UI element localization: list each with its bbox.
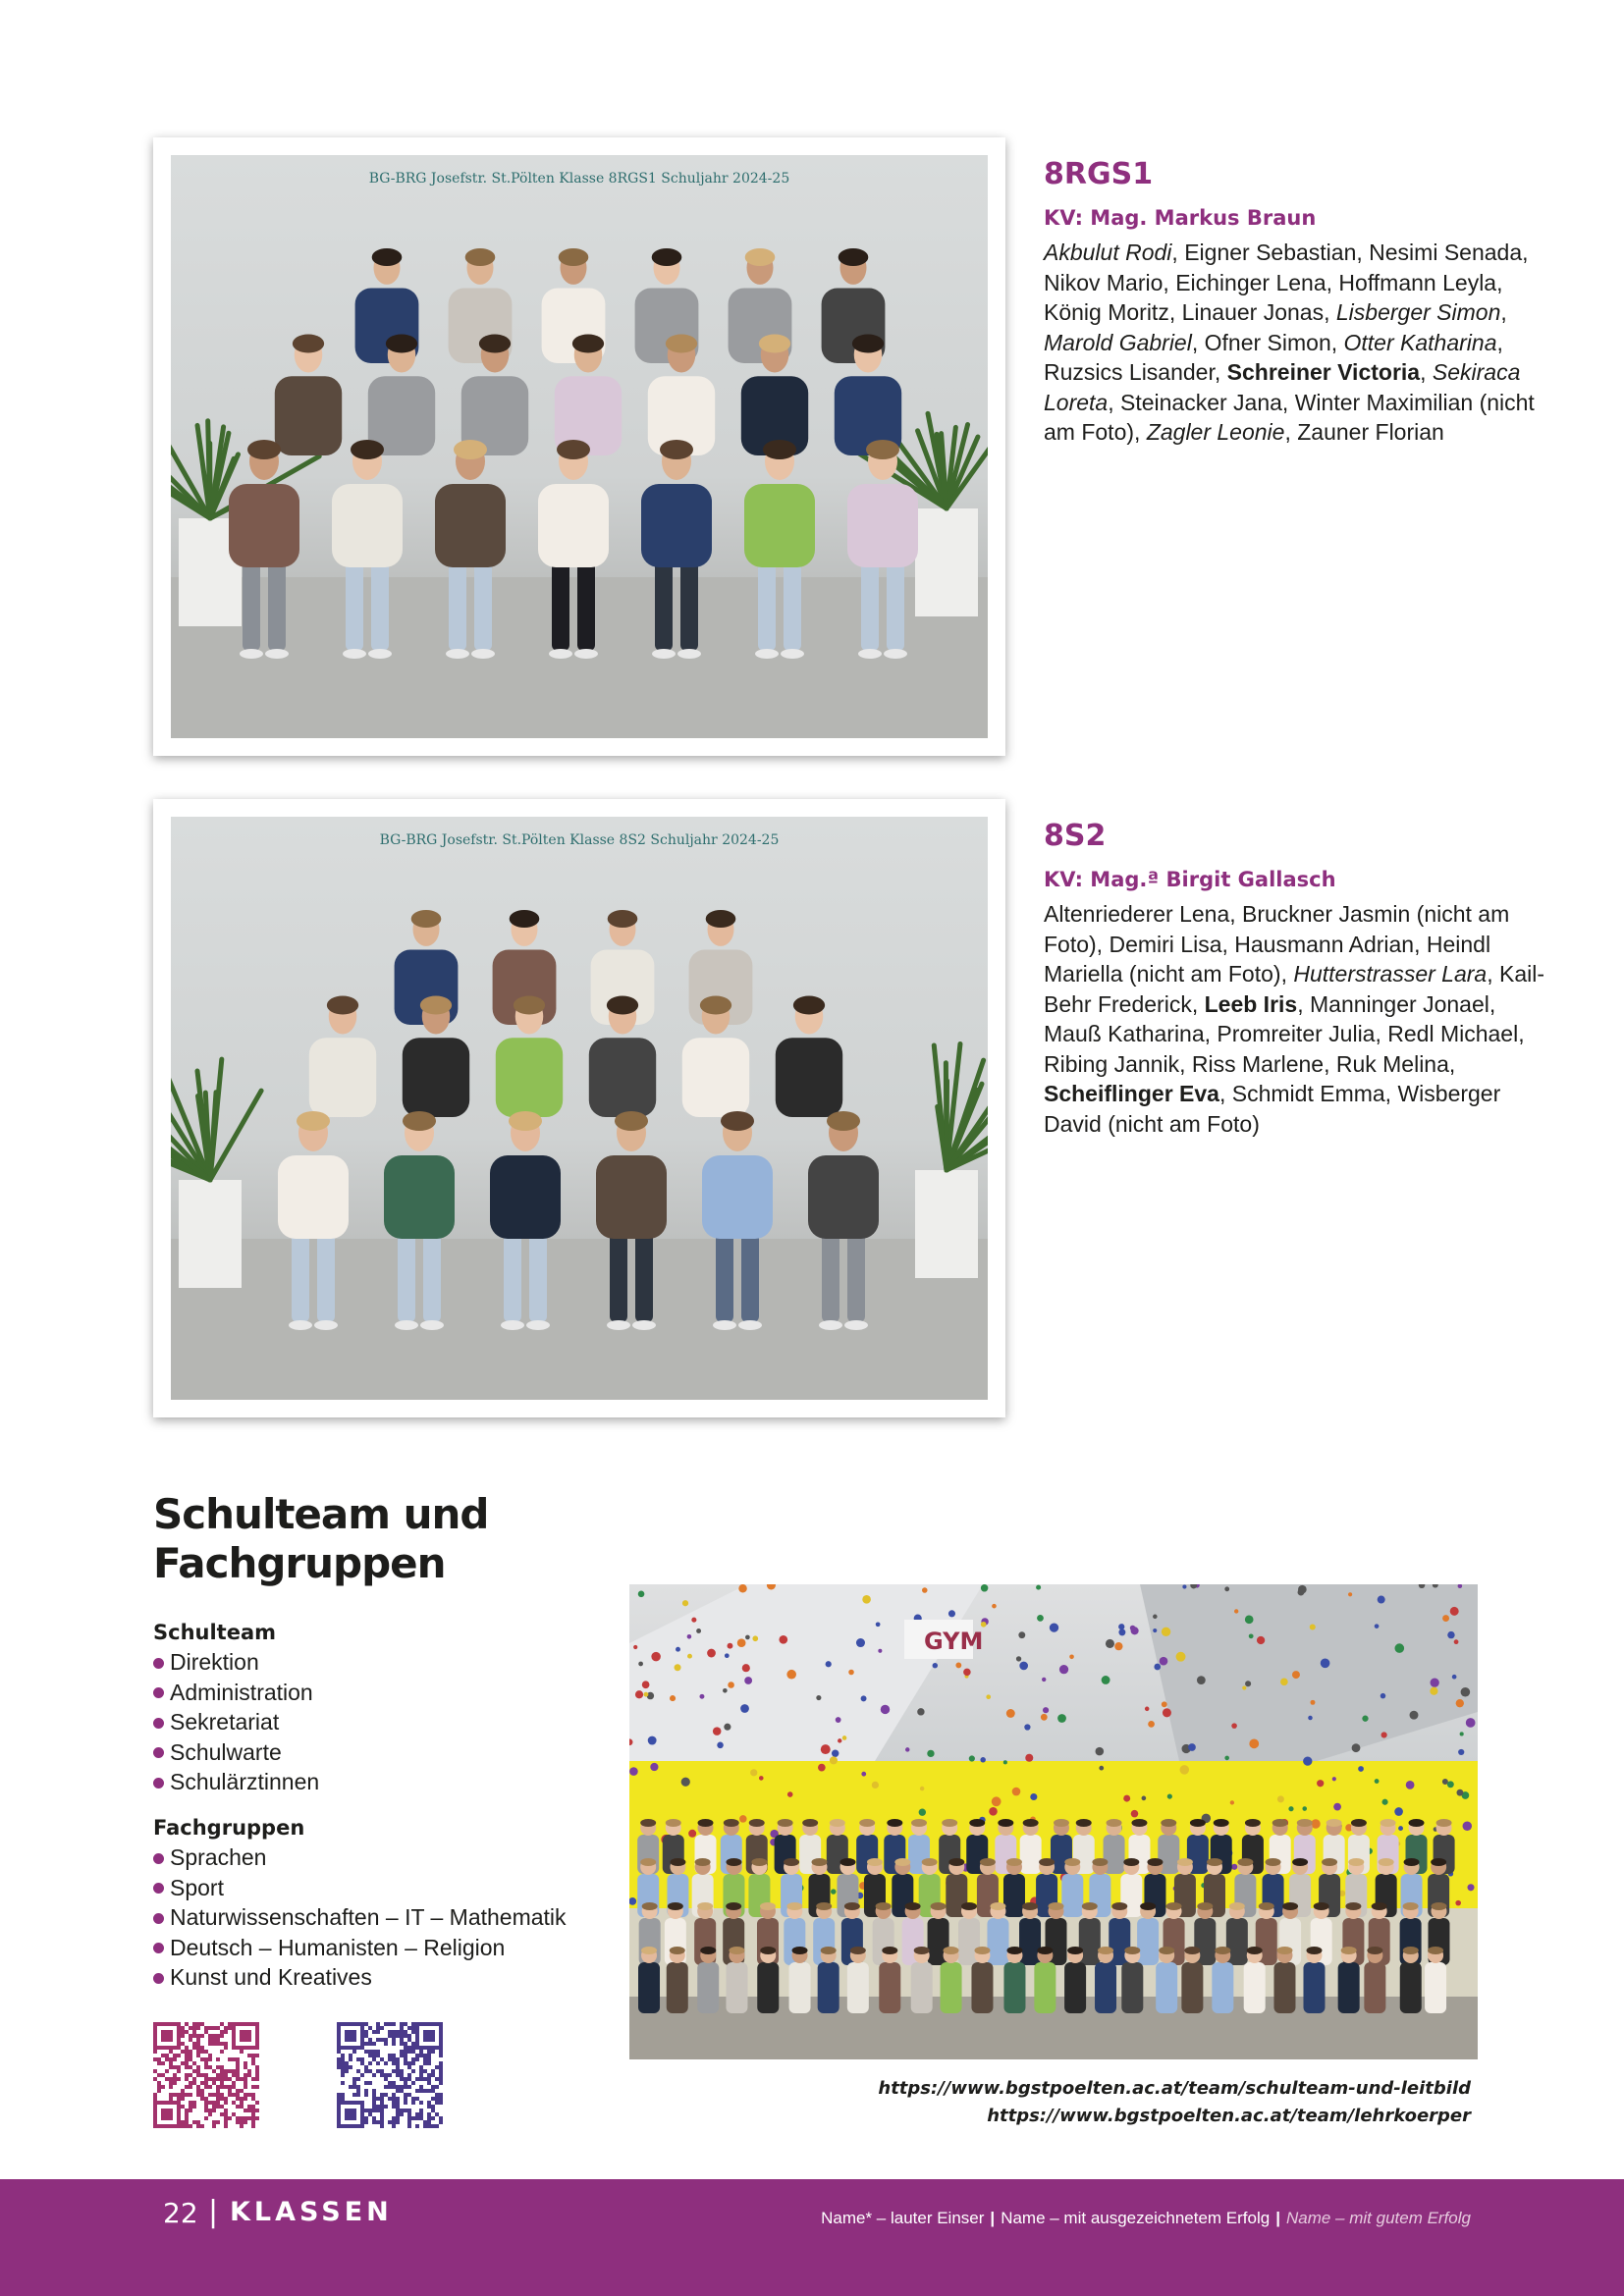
- grade-legend: [821, 2209, 1471, 2228]
- student-name-segment: , Schmidt Emma, Wisberger David (nicht am Foto): [1044, 1081, 1501, 1137]
- page-number: 22: [163, 2197, 198, 2229]
- list-item-label: Schulwarte: [170, 1738, 282, 1765]
- student-name-segment: Otter Katharina: [1343, 329, 1497, 355]
- bullet-icon: [153, 1883, 164, 1894]
- list-item: [153, 1737, 644, 1768]
- staff-group-photo: [629, 1584, 1478, 2059]
- link-list: [878, 2075, 1471, 2130]
- bullet-icon: [153, 1687, 164, 1698]
- link-lehrkoerper[interactable]: https://www.bgstpoelten.ac.at/team/lehrkoerper: [987, 2106, 1471, 2126]
- list-item-label: Sprachen: [170, 1844, 267, 1870]
- class-photo-8s2: [171, 817, 988, 1400]
- class-photo-8rgs1-people: [171, 155, 988, 738]
- bullet-icon: [153, 1778, 164, 1789]
- class-title: 8RGS1: [1044, 157, 1154, 191]
- list-item-label: Administration: [170, 1679, 313, 1705]
- student-name-segment: Zagler Leonie: [1146, 419, 1285, 445]
- legend-item: Name* – lauter Einser: [821, 2209, 985, 2227]
- student-name-segment: Altenriederer Lena, Bruckner Jasmin (nicht am Foto), Demiri Lisa, Hausmann Adrian, Heindl Mariella (nicht am Foto),: [1044, 901, 1510, 987]
- student-name-segment: , Kail-Behr Frederick,: [1044, 961, 1545, 1017]
- bullet-icon: [153, 1973, 164, 1984]
- staff-group-photo-scene: [629, 1584, 1478, 2059]
- list-item: [153, 1873, 644, 1903]
- class-teacher: KV: Mag.ª Birgit Gallasch: [1044, 868, 1336, 891]
- link-schulteam[interactable]: https://www.bgstpoelten.ac.at/team/schulteam-und-leitbild: [878, 2078, 1471, 2099]
- legend-item: Name – mit gutem Erfolg: [1285, 2209, 1471, 2227]
- bullet-icon: [153, 1658, 164, 1669]
- student-list: [1044, 238, 1554, 448]
- class-photo-8rgs1-frame: [153, 137, 1005, 756]
- wall-sign: GYM: [924, 1628, 984, 1655]
- footer-separator: |: [208, 2195, 219, 2229]
- student-name-segment: Scheiflinger Eva: [1044, 1081, 1219, 1106]
- photo-caption: BG-BRG Josefstr. St.Pölten Klasse 8S2 Schuljahr 2024-25: [379, 832, 780, 848]
- qr-code-icon[interactable]: [337, 2022, 443, 2128]
- section-title: Schulteam und Fachgruppen: [153, 1490, 489, 1587]
- page-footer: [0, 2179, 1624, 2296]
- student-name-segment: Akbulut Rodi: [1044, 240, 1172, 265]
- list-item-label: Kunst und Kreatives: [170, 1964, 372, 1990]
- fachgruppen-list: [153, 1813, 644, 1993]
- class-block-8s2: [1044, 819, 1554, 1139]
- bullet-icon: [153, 1943, 164, 1953]
- class-photo-8rgs1: [171, 155, 988, 738]
- student-name-segment: Sekiraca Loreta: [1044, 359, 1521, 415]
- student-name-segment: , Ofner Simon,: [1191, 329, 1344, 355]
- list-item-label: Schulärztinnen: [170, 1769, 320, 1794]
- bullet-icon: [153, 1913, 164, 1924]
- list-item-label: Sekretariat: [170, 1709, 280, 1735]
- bullet-icon: [153, 1747, 164, 1758]
- student-name-segment: , Steinacker Jana, Winter Maximilian (nicht am Foto),: [1044, 389, 1535, 445]
- class-photo-8s2-people: [171, 817, 988, 1400]
- schulteam-list: [153, 1618, 644, 1797]
- legend-item: Name – mit ausgezeichnetem Erfolg: [1001, 2209, 1271, 2227]
- list-item: [153, 1767, 644, 1797]
- student-name-segment: Leeb Iris: [1204, 990, 1298, 1017]
- people-row: [309, 996, 842, 1118]
- section-label: KLASSEN: [230, 2197, 393, 2227]
- people-row: [355, 248, 886, 363]
- list-item: [153, 1707, 644, 1737]
- list-item: [153, 1962, 644, 1993]
- list-heading: Schulteam: [153, 1621, 277, 1644]
- list-item: [153, 1933, 644, 1963]
- list-item-label: Sport: [170, 1874, 224, 1900]
- class-block-8rgs1: [1044, 157, 1554, 448]
- photo-caption: BG-BRG Josefstr. St.Pölten Klasse 8RGS1 Schuljahr 2024-25: [368, 171, 790, 187]
- legend-separator: |: [1275, 2209, 1280, 2227]
- class-title: 8S2: [1044, 819, 1107, 853]
- student-name-segment: ,: [1500, 299, 1507, 325]
- student-name-segment: Schreiner Victoria: [1226, 359, 1421, 385]
- legend-separator: |: [990, 2209, 996, 2227]
- list-item-label: Naturwissenschaften – IT – Mathematik: [170, 1904, 567, 1930]
- student-name-segment: , Ruzsics Lisander,: [1044, 329, 1503, 385]
- list-item: [153, 1647, 644, 1678]
- student-name-segment: , Zauner Florian: [1284, 419, 1444, 445]
- student-name-segment: Marold Gabriel: [1044, 329, 1192, 355]
- student-name-segment: ,: [1420, 359, 1433, 385]
- class-photo-8s2-frame: [153, 799, 1005, 1417]
- list-item: [153, 1902, 644, 1933]
- student-name-segment: Lisberger Simon: [1335, 299, 1501, 325]
- bullet-icon: [153, 1853, 164, 1864]
- list-item-label: Deutsch – Humanisten – Religion: [170, 1934, 506, 1960]
- student-name-segment: , Eigner Sebastian, Nesimi Senada, Nikov Mario, Eichinger Lena, Hoffmann Leyla, König Moritz, Linauer Jonas,: [1044, 240, 1529, 325]
- student-list: [1044, 899, 1554, 1139]
- list-item-label: Direktion: [170, 1649, 259, 1675]
- qr-code-icon[interactable]: [153, 2022, 259, 2128]
- bullet-icon: [153, 1718, 164, 1729]
- list-item: [153, 1678, 644, 1708]
- student-name-segment: , Manninger Jonael, Mauß Katharina, Promreiter Julia, Redl Michael, Ribing Jannik, Riss Marlene, Ruk Melina,: [1044, 990, 1525, 1077]
- plant-decoration: [915, 1043, 988, 1278]
- list-item: [153, 1842, 644, 1873]
- list-heading: Fachgruppen: [153, 1816, 305, 1840]
- student-name-segment: Hutterstrasser Lara: [1293, 961, 1488, 987]
- class-teacher: KV: Mag. Markus Braun: [1044, 206, 1317, 230]
